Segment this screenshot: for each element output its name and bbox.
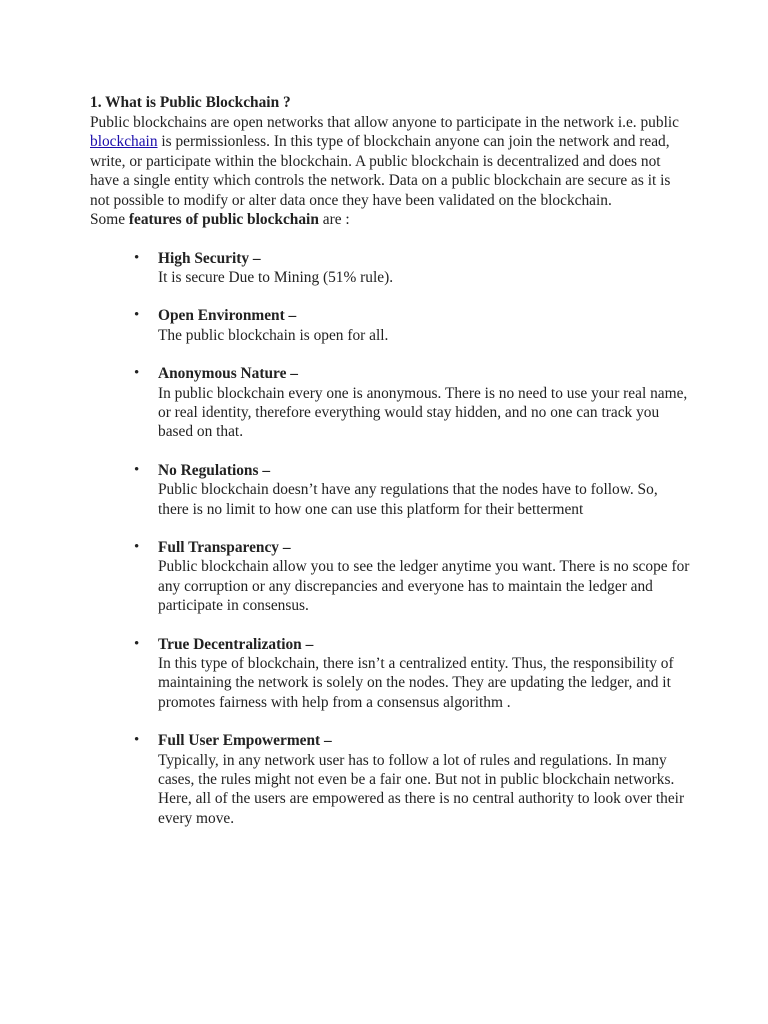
bullet-icon: • [134, 249, 140, 266]
feature-description: Typically, in any network user has to follow a lot of rules and regulations. In many cases, the rules might not even be a fair one. But not in public blockchain networks. Here, all of the users are empowered as there is no central authority to look over their every move. [158, 751, 685, 827]
feature-description: The public blockchain is open for all. [158, 326, 389, 344]
feature-description: In public blockchain every one is anonymous. There is no need to use your real name, or real identity, therefore everything would stay hidden, and no one can track you based on that. [158, 384, 688, 441]
feature-description: It is secure Due to Mining (51% rule). [158, 268, 394, 286]
feature-title: Full Transparency – [158, 538, 291, 556]
list-item [90, 635, 690, 713]
feature-description: Public blockchain allow you to see the ledger anytime you want. There is no scope for any corruption or any discrepancies and everyone has to maintain the ledger and participate in consensus. [158, 558, 690, 615]
feature-title: High Security – [158, 249, 261, 267]
list-item [90, 364, 690, 442]
bullet-icon: • [134, 365, 140, 382]
bullet-icon: • [134, 635, 140, 652]
bullet-icon: • [134, 538, 140, 555]
feature-description: Public blockchain doesn’t have any regulations that the nodes have to follow. So, there is no limit to how one can use this platform for their betterment [158, 481, 658, 518]
feature-description: In this type of blockchain, there isn’t a centralized entity. Thus, the responsibility of maintaining the network is solely on the nodes. They are updating the ledger, and it promotes fairness with help from a consensus algorithm . [158, 655, 674, 711]
bullet-icon: • [134, 461, 140, 478]
bullet-icon: • [134, 732, 140, 749]
blockchain-link[interactable]: blockchain [90, 133, 158, 150]
intro-paragraph [90, 113, 690, 211]
bullet-icon: • [134, 307, 140, 324]
list-item [90, 249, 690, 288]
document-body [90, 93, 690, 847]
feature-title: Full User Empowerment – [158, 732, 332, 750]
list-item [90, 306, 690, 345]
features-intro [90, 210, 690, 230]
intro-text-start: Public blockchains are open networks that allow anyone to participate in the network i.e. public [90, 113, 679, 131]
list-item [90, 731, 690, 828]
list-item [90, 461, 690, 519]
feature-title: Anonymous Nature – [158, 365, 298, 383]
section-heading: 1. What is Public Blockchain ? [90, 94, 291, 111]
features-list [90, 249, 690, 829]
features-bold-text: features of public blockchain [128, 211, 319, 228]
intro-text-end: is permissionless. In this type of blockchain anyone can join the network and read, write, or participate within the blockchain. A public blockchain is decentralized and does not have a single entity which controls the network. Data on a public blockchain are secure as it is not possible to modify or alter data once they have been validated on the blockchain. [90, 133, 671, 209]
list-item [90, 538, 690, 616]
features-prefix: Some [90, 211, 129, 228]
feature-title: Open Environment – [158, 307, 297, 325]
feature-title: True Decentralization – [158, 635, 314, 653]
features-suffix: are : [318, 211, 350, 228]
feature-title: No Regulations – [158, 461, 271, 479]
